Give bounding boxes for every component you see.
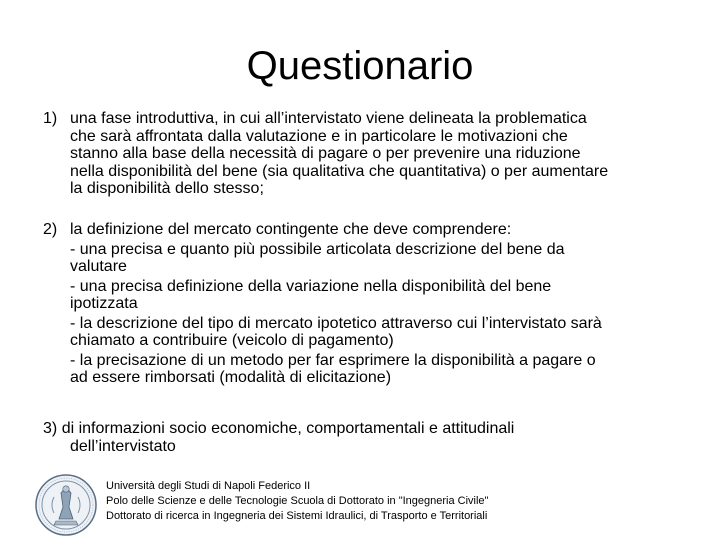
footer-doctorate: Dottorato di ricerca in Ingegneria dei Sistemi Idraulici, di Trasporto e Territoriali [106,510,488,522]
item-number: 1) [43,110,58,127]
footer-school: Polo delle Scienze e delle Tecnologie Scuola di Dottorato in "Ingegneria Civile" [106,495,489,507]
sub-bullet [70,278,693,313]
sub-bullet [70,241,693,276]
sub-bullet [70,315,693,350]
list-item [43,420,693,455]
sub-bullet-line: - una precisa definizione della variazione nella disponibilità del bene [70,277,552,295]
item-text-line: stanno alla base della necessità di pagare o per prevenire una riduzione [70,145,581,162]
list-item [43,110,693,198]
item-number: 3) [43,420,58,437]
sub-bullet-line: ipotizzata [70,295,138,312]
item-text-line: la disponibilità dello stesso; [70,180,264,197]
item-intro: la definizione del mercato contingente che deve comprendere: [70,221,512,238]
footer-university: Università degli Studi di Napoli Federico II [106,480,311,492]
footer [106,479,488,524]
item-text-line: una fase introduttiva, in cui all’intervistato viene delineata la problematica [70,110,587,127]
item-text-line: nella disponibilità del bene (sia qualitativa che quantitativa) o per aumentare [70,162,609,180]
sub-bullet-line: valutare [70,258,127,275]
item-text-line: che sarà affrontata dalla valutazione e in particolare le motivazioni che [70,127,568,145]
item-text: di informazioni socio economiche, comportamentali e attitudinali [61,420,515,437]
sub-bullet-line: - la descrizione del tipo di mercato ipotetico attraverso cui l’intervistato sarà [70,314,602,332]
slide-title: Questionario [246,44,474,88]
list-item [43,221,693,387]
sub-bullet-line: - una precisa e quanto più possibile articolata descrizione del bene da [70,240,565,258]
university-seal-icon [34,473,98,537]
sub-bullet-line: ad essere rimborsati (modalità di elicitazione) [70,369,392,386]
item-text-line: dell’intervistato [70,437,176,455]
item-text-line [43,420,693,438]
sub-bullet [70,352,693,387]
sub-bullet-line: - la precisazione di un metodo per far esprimere la disponibilità a pagare o [70,351,596,369]
item-number: 2) [43,221,58,238]
sub-bullet-line: chiamato a contribuire (veicolo di pagamento) [70,332,394,349]
